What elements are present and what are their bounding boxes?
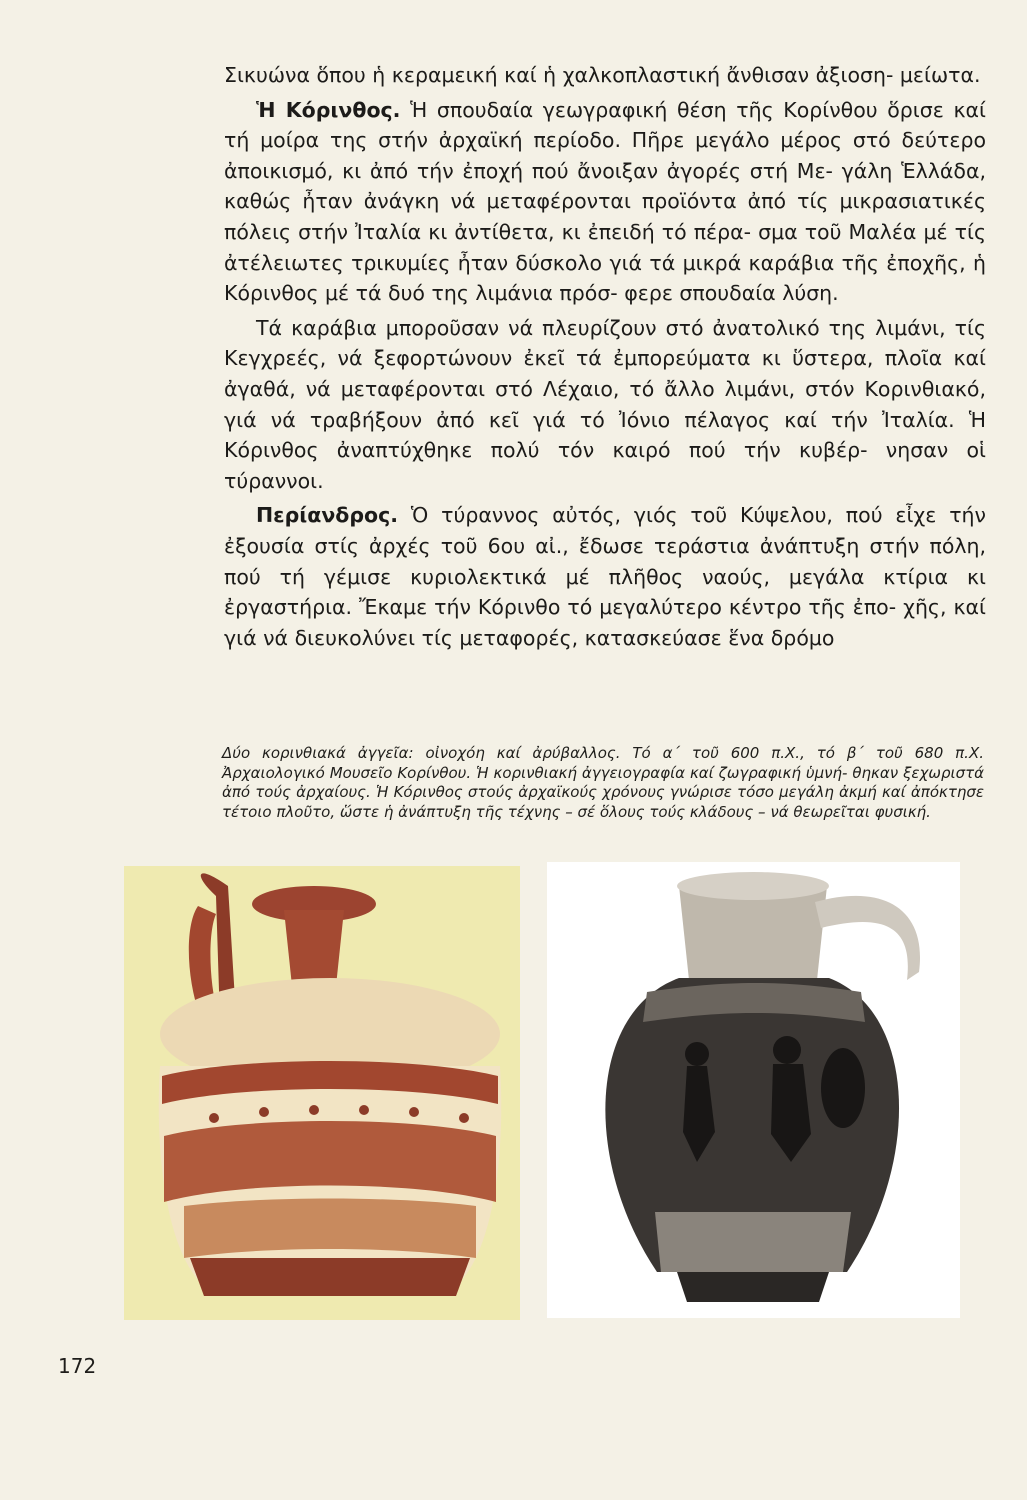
- aryballos-neck: [284, 910, 344, 986]
- aryballos-illustration: [124, 866, 520, 1320]
- paragraph-periander: [224, 500, 986, 653]
- oinochoe-ray-band: [655, 1212, 851, 1272]
- aryballos-base: [190, 1258, 470, 1296]
- paragraph-sikyon: Σικυώνα ὅπου ἡ κεραμεική καί ἡ χαλκοπλαστική ἄνθισαν ἀξιοση- μείωτα.: [224, 63, 981, 87]
- paragraph-ships: Τά καράβια μποροῦσαν νά πλευρίζουν στό ἀνατολικό της λιμάνι, τίς Κεγχρεές, νά ξεφορτώνουν ἐκεῖ τά ἐμπορεύματα κι ὕστερα, πλοῖα καί ἀγαθά, νά μεταφέρονται στό Λέχαιο, τό ἄλλο λιμάνι, στόν Κορινθιακό, γιά νά τραβήξουν ἀπό κεῖ γιά τό Ἰόνιο πέλαγος καί τήν Ἰταλία. Ἡ Κόρινθος ἀναπτύχθηκε πολύ τόν καιρό πού τήν κυβέρ- νησαν οἱ τύραννοι.: [224, 315, 986, 493]
- heading-corinth: Ἡ Κόρινθος.: [256, 97, 401, 122]
- oinochoe-neck: [679, 886, 827, 980]
- paragraph-periander-text: Ὁ τύραννος αὐτός, γιός τοῦ Κύψελου, πού εἶχε τήν ἐξουσία στίς ἀρχές τοῦ 6ου αἰ., ἔδωσε τεράστια ἀνάπτυξη στήν πόλη, πού τή γέμισε κυριολεκτικά μέ πλῆθος ναούς, μεγάλα κτίρια κι ἐργαστήρια. Ἔκαμε τήν Κόρινθο τό μεγαλύτερο κέντρο τῆς ἐπο- χῆς, καί γιά νά διευκολύνει τίς μεταφορές, κατασκεύασε ἕνα δρόμο: [224, 503, 986, 650]
- figure-caption: Δύο κορινθιακά ἀγγεῖα: οἰνοχόη καί ἀρύβαλλος. Τό α΄ τοῦ 600 π.Χ., τό β΄ τοῦ 680 π.Χ. Ἀρχαιολογικό Μουσεῖο Κορίνθου. Ἡ κορινθιακή ἀγγειογραφία καί ζωγραφική ὑμνή- θηκαν ξεχωριστά ἀπό τούς ἀρχαίους. Ἡ Κόρινθος στούς ἀρχαϊκούς χρόνους γνώρισε τόσο μεγάλη ἀκμή καί ἀπόκτησε τέτοιο πλοῦτο, ὥστε ἡ ἀνάπτυξη τῆς τέχνης – σέ ὅλους τούς κλάδους – νά θεωρεῖται φυσική.: [222, 744, 984, 821]
- oinochoe-foot: [677, 1272, 829, 1302]
- oinochoe-illustration: [547, 862, 960, 1318]
- oinochoe-handle: [815, 896, 920, 980]
- heading-periander: Περίανδρος.: [256, 503, 399, 528]
- page-number: 172: [58, 1354, 97, 1378]
- paragraph-corinth: [224, 95, 986, 309]
- body-text: [224, 60, 986, 653]
- photo-oinochoe: [547, 862, 960, 1318]
- photo-aryballos: [124, 866, 520, 1320]
- oinochoe-mouth: [677, 872, 829, 900]
- paragraph-corinth-text: Ἡ σπουδαία γεωγραφική θέση τῆς Κορίνθου ὅρισε καί τή μοίρα της στήν ἀρχαϊκή περίοδο. Πῆρε μεγάλο μέρος στό δεύτερο ἀποικισμό, κι ἀπό τήν ἐποχή πού ἄνοιξαν ἀγορές στή Με- γάλη Ἑλλάδα, καθώς ἦταν ἀνάγκη νά μεταφέρονται προϊόντα ἀπό τίς μικρασιατικές πόλεις στήν Ἰταλία κι ἀντίθετα, κι ἐπειδή τό πέρα- σμα τοῦ Μαλέα μέ τίς ἀτέλειωτες τρικυμίες ἦταν δύσκολο γιά τά μικρά καράβια τῆς ἐποχῆς, ἡ Κόρινθος μέ τά δυό της λιμάνια πρόσ- φερε σπουδαία λύση.: [224, 97, 986, 306]
